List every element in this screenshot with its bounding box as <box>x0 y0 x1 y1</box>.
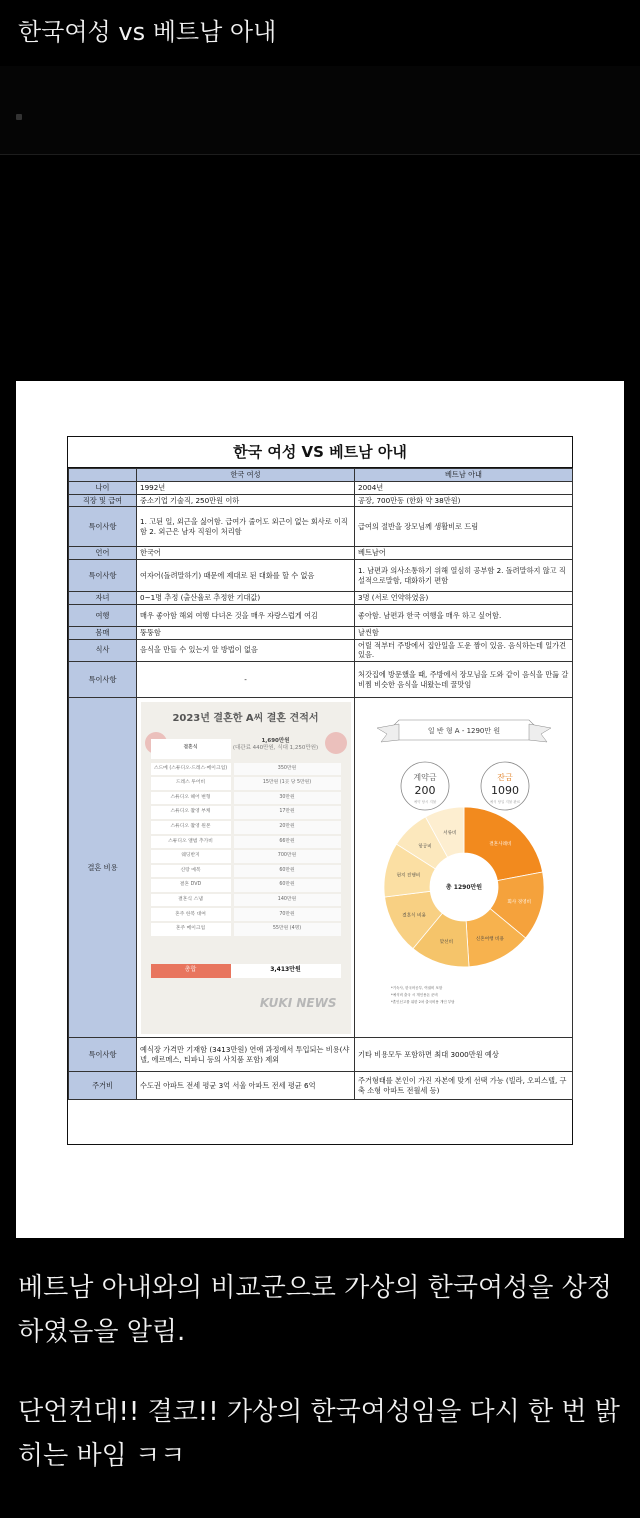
korea-cell: 0~1명 추정 (출산율로 추정한 기대값) <box>137 592 355 605</box>
post-title: 한국여성 vs 베트남 아내 <box>18 18 277 46</box>
vietnam-cell: 1. 남편과 의사소통하기 위해 열심히 공부함 2. 돌려말하지 않고 직설적으로말함, 대화하기 편함 <box>355 560 573 592</box>
estimate-row: 스드메 (스튜디오·드레스·메이크업) 350만원 <box>151 762 341 777</box>
comparison-document <box>67 436 573 1145</box>
table-row <box>69 1038 573 1072</box>
donut-label: 항공비 <box>417 843 432 849</box>
header-strip <box>0 66 640 155</box>
vietnam-cell: 베트남어 <box>355 547 573 560</box>
korea-cell: 수도권 아파트 전세 평균 3억 서울 아파트 전세 평균 6억 <box>137 1072 355 1100</box>
estimate-row: 스튜디오 앨범 추가비 66만원 <box>151 835 341 850</box>
donut-label: 회사 경영비 <box>506 899 531 905</box>
placeholder-icon <box>16 114 22 120</box>
table-row <box>69 626 573 639</box>
vietnam-cell: 공장, 700만동 (한화 약 38만원) <box>355 494 573 507</box>
vietnam-cell: 어릴 적부터 주방에서 집안일을 도운 짬이 있음. 음식하는데 일가견 있음. <box>355 639 573 661</box>
vietnam-cell: 좋아함. 남편과 한국 여행을 매우 하고 싶어함. <box>355 604 573 626</box>
row-label: 언어 <box>69 547 137 560</box>
vietnam-cell: 기타 비용모두 포함하면 최대 3000만원 예상 <box>355 1038 573 1072</box>
ribbon-left-tail <box>377 724 399 742</box>
cost-row <box>69 698 573 1038</box>
row-label: 특이사항 <box>69 507 137 547</box>
row-label: 직장 및 급여 <box>69 494 137 507</box>
estimate-title: 2023년 결혼한 A씨 결혼 견적서 <box>172 712 319 724</box>
vietnam-cell: 3명 (서로 언약하였음) <box>355 592 573 605</box>
estimate-row: 스튜디오 촬영 원본 20만원 <box>151 820 341 835</box>
row-label: 특이사항 <box>69 1038 137 1072</box>
donut-label: 맞선비 <box>439 939 453 945</box>
document-title: 한국 여성 VS 베트남 아내 <box>68 437 572 468</box>
korea-cell: - <box>137 662 355 698</box>
vietnam-cell: 처갓집에 방문했을 때, 주방에서 장모님을 도와 같이 음식을 만듦 갈비찜 비슷한 음식을 내왔는데 꿀맛임 <box>355 662 573 698</box>
korea-cell: 예식장 가격만 기재함 (3413만원) 연애 과정에서 투입되는 비용(샤넬, 에르메스, 티파니 등의 사치품 포함) 제외 <box>137 1038 355 1072</box>
vietnam-cell: 2004년 <box>355 482 573 495</box>
vietnam-cell: 날씬함 <box>355 626 573 639</box>
cost-label: 결혼 비용 <box>69 698 137 1038</box>
table-row <box>69 494 573 507</box>
table-row <box>69 592 573 605</box>
donut-label: 서류비 <box>442 830 456 836</box>
vietnam-cost-note: *기숙사, 한국어공부, 여권비 포함 <box>390 985 442 990</box>
korea-cell: 중소기업 기술직, 250만원 이하 <box>137 494 355 507</box>
vietnam-cost-note: *예식비 출국 시 개인용돈 준비 <box>390 992 438 997</box>
korea-cell: 음식을 만들 수 있는지 알 방법이 없음 <box>137 639 355 661</box>
row-label: 몸매 <box>69 626 137 639</box>
korea-cell: 1992년 <box>137 482 355 495</box>
estimate-row: 결혼식 <box>151 738 341 760</box>
donut-center-label: 총 1290만원 <box>445 883 482 891</box>
ribbon-text: 일 반 형 A - 1290만 원 <box>427 726 500 735</box>
row-label: 여행 <box>69 604 137 626</box>
estimate-row: 결혼식 스냅 140만원 <box>151 893 341 908</box>
row-label: 식사 <box>69 639 137 661</box>
comparison-table <box>68 468 573 1100</box>
deposit-note: 예약 당시 지불 <box>413 799 436 804</box>
korea-cell: 매우 좋아함 해외 여행 다녀온 것을 매우 자랑스럽게 여김 <box>137 604 355 626</box>
ribbon-right-tail <box>529 724 551 742</box>
row-label: 특이사항 <box>69 560 137 592</box>
row-label: 나이 <box>69 482 137 495</box>
korea-cell: 뚱뚱함 <box>137 626 355 639</box>
row-label: 자녀 <box>69 592 137 605</box>
korea-cell: 한국어 <box>137 547 355 560</box>
vietnam-cell: 주거형태를 본인이 가진 자본에 맞게 선택 가능 (빌라, 오피스텔, 구축 소형 아파트 전월세 등) <box>355 1072 573 1100</box>
balance-note: 예식 당일 지불 완료 <box>489 799 520 804</box>
estimate-row: 웨딩반지 700만원 <box>151 849 341 864</box>
row-label: 주거비 <box>69 1072 137 1100</box>
estimate-row: 스튜디오 헤어 변형 30만원 <box>151 791 341 806</box>
estimate-row: 신랑 예복 60만원 <box>151 864 341 879</box>
vietnam-cost-chart <box>359 702 569 1034</box>
korea-cell: 1. 고된 일, 외근을 싫어함. 급여가 줄어도 외근이 없는 회사로 이직함 2. 외근은 남자 직원이 처리함 <box>137 507 355 547</box>
korea-cost-cell <box>137 698 355 1038</box>
table-row <box>69 639 573 661</box>
table-row <box>69 604 573 626</box>
post-body-1: 베트남 아내와의 비교군으로 가상의 한국여성을 상정하였음을 알림. <box>18 1273 612 1347</box>
post-body-2: 단언컨대!! 결코!! 가상의 한국여성임을 다시 한 번 밝히는 바임 ㅋㅋ <box>18 1397 620 1471</box>
donut-label: 신혼여행 비용 <box>475 936 504 942</box>
estimate-sum: 총합 3,413만원 <box>151 964 341 978</box>
table-row <box>69 507 573 547</box>
estimate-row: 혼주 메이크업 55만원 (4명) <box>151 922 341 937</box>
vietnam-cost-note: *혼인신고를 위한 2차 출국비용 개인 부담 <box>390 999 455 1004</box>
header-korea: 한국 여성 <box>137 469 355 482</box>
estimate-ceremony-total: 1,690만원 (대관료 440만원, 식대 1,250만원) <box>232 737 319 751</box>
donut-label: 현지 진행비 <box>396 873 420 879</box>
table-row <box>69 1072 573 1100</box>
balance-label: 잔금 <box>496 772 513 782</box>
deposit-value: 200 <box>414 783 435 797</box>
row-label: 특이사항 <box>69 662 137 698</box>
table-row <box>69 482 573 495</box>
balance-value: 1090 <box>490 783 519 797</box>
header-vietnam: 베트남 아내 <box>355 469 573 482</box>
table-row <box>69 662 573 698</box>
estimate-list <box>151 745 341 937</box>
vietnam-cell: 급여의 절반을 장모님께 생활비로 드림 <box>355 507 573 547</box>
donut-label: 결혼사례비 <box>488 841 511 847</box>
estimate-row: 드레스 투어비 15만원 (1곳 당 5만원) <box>151 776 341 791</box>
table-row <box>69 547 573 560</box>
estimate-card <box>141 702 351 1034</box>
vietnam-cost-box <box>359 702 569 1034</box>
header-blank <box>69 469 137 482</box>
deposit-label: 계약금 <box>412 772 437 782</box>
vietnam-cost-cell <box>355 698 573 1038</box>
korea-cell: 여자어(돌려말하기) 때문에 제대로 된 대화를 할 수 없음 <box>137 560 355 592</box>
estimate-row: 혼주 한복 대여 70만원 <box>151 907 341 922</box>
table-row <box>69 560 573 592</box>
post-image[interactable] <box>16 381 624 1238</box>
estimate-row: 결혼 DVD 60만원 <box>151 878 341 893</box>
estimate-row: 스튜디오 촬영 부케 17만원 <box>151 805 341 820</box>
donut-label: 결혼식 비용 <box>401 913 426 919</box>
watermark: KUKI NEWS <box>259 996 337 1011</box>
